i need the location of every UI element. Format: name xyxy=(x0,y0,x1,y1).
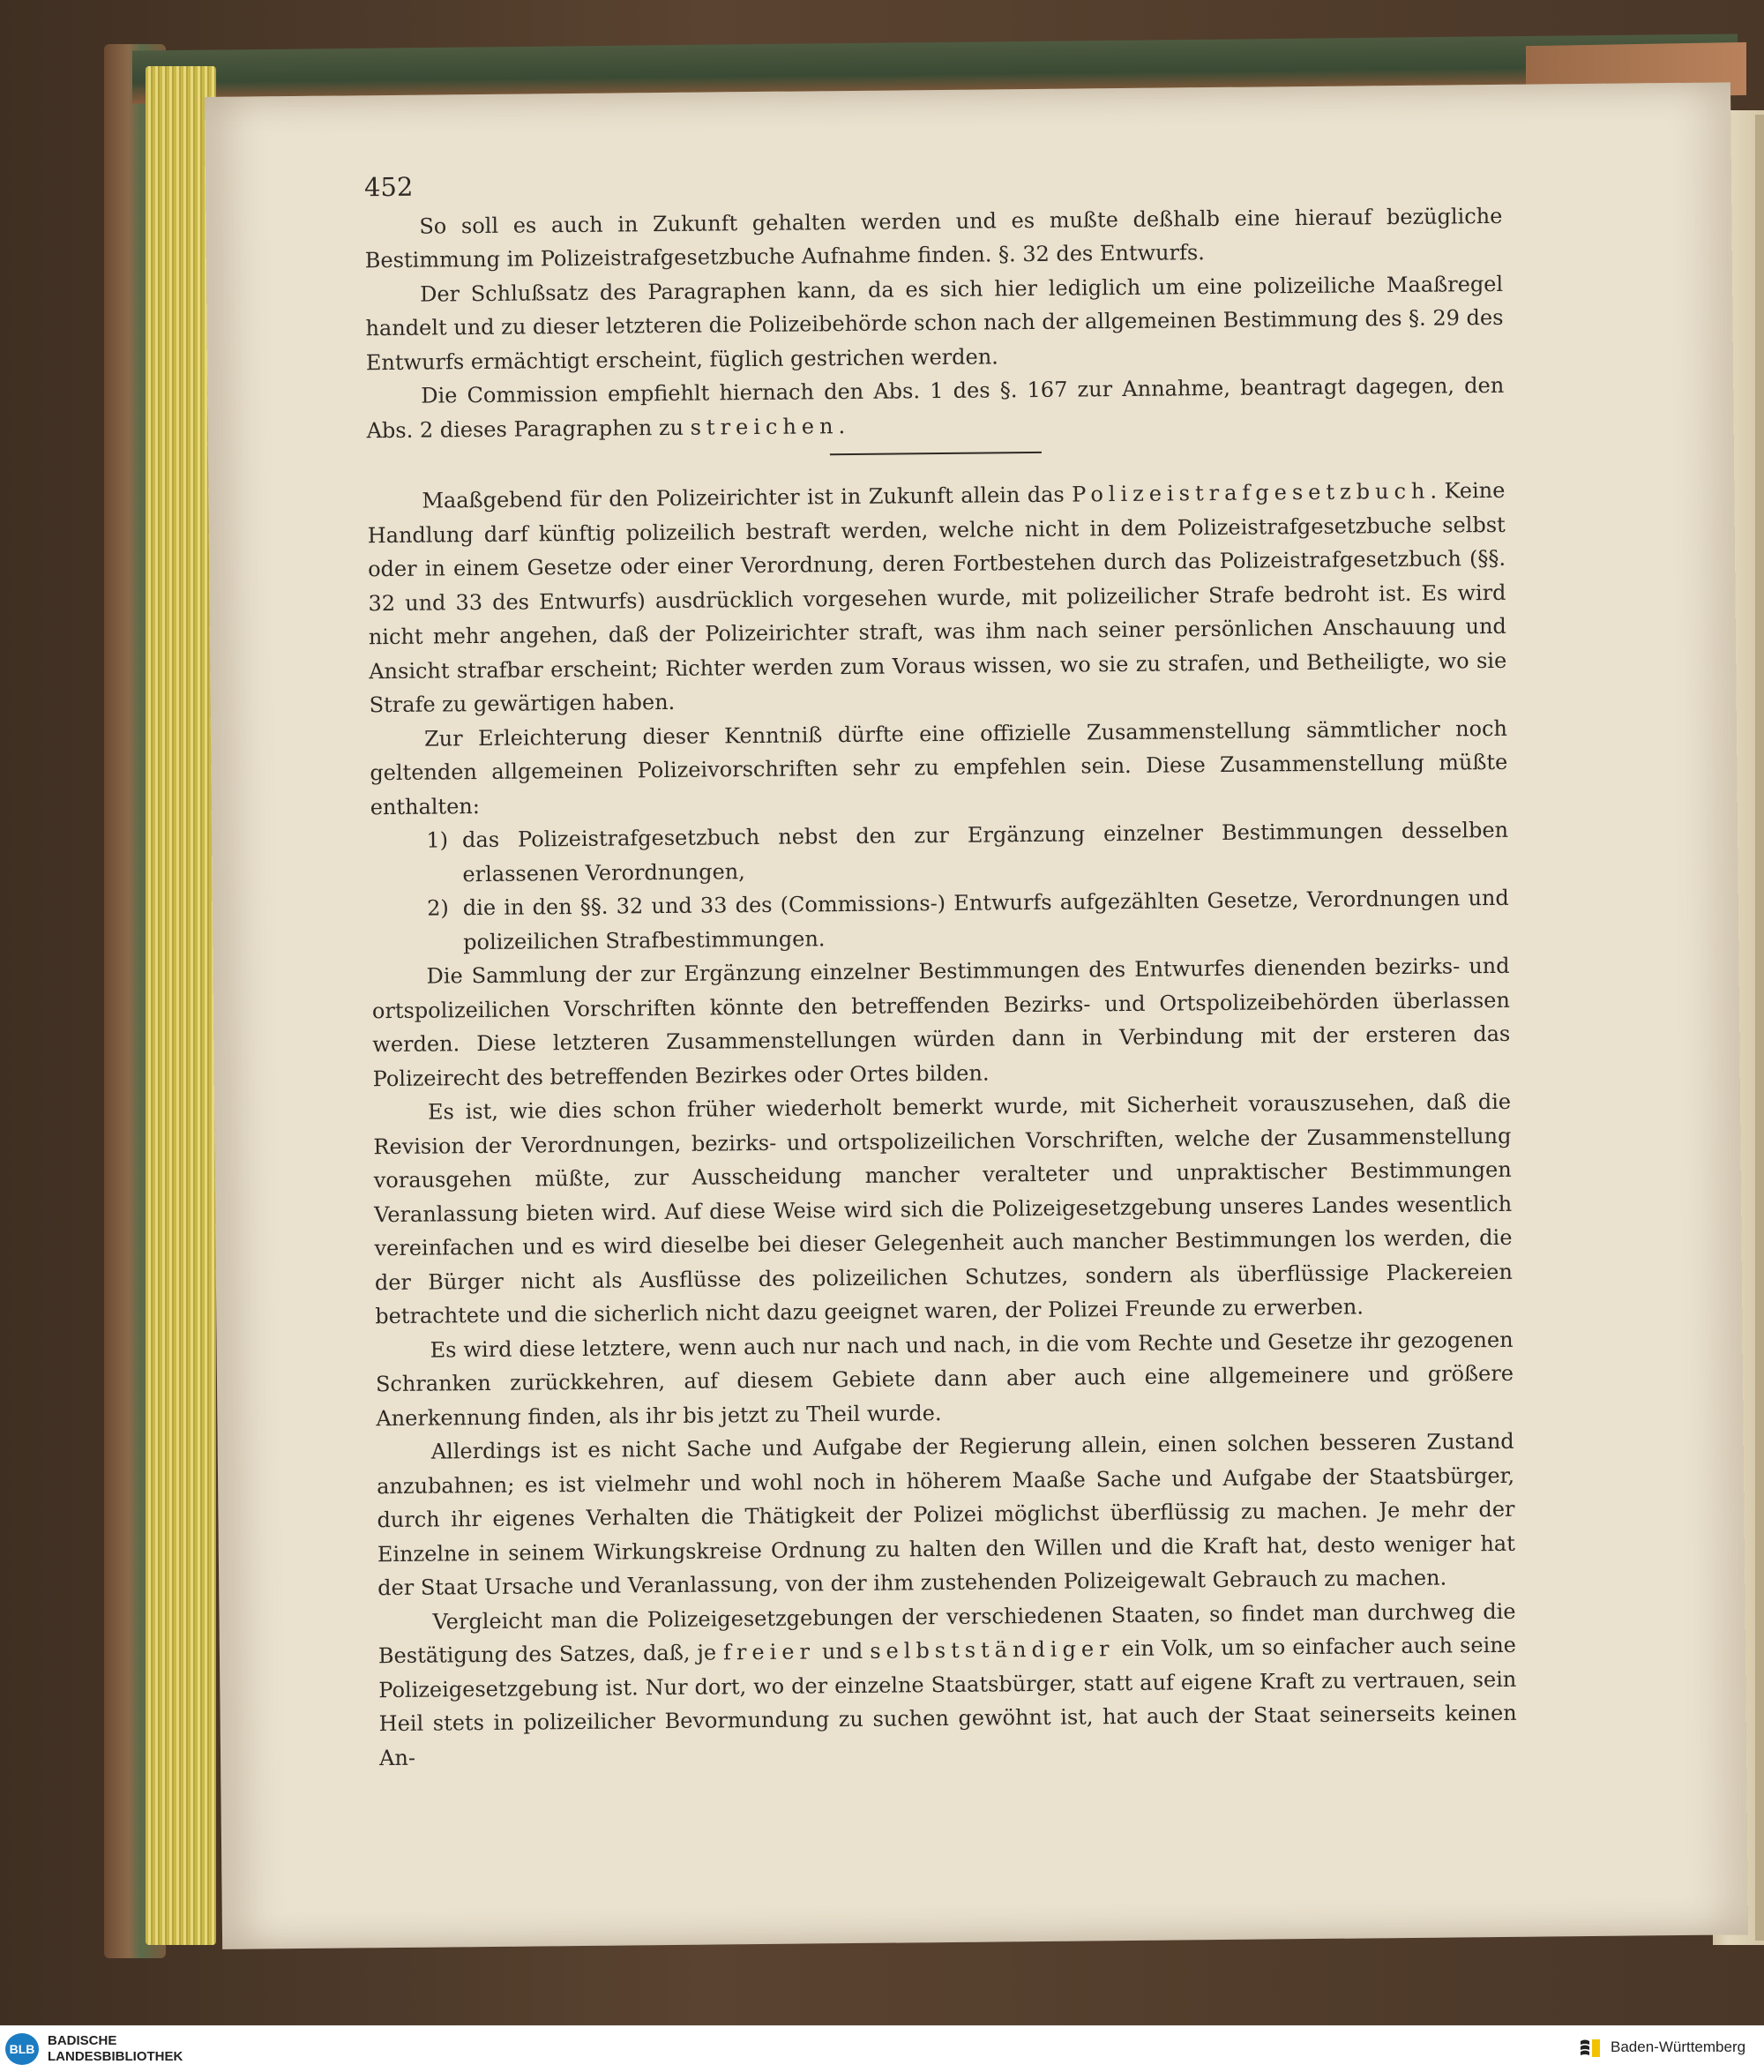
list-item xyxy=(371,881,1510,960)
page-text xyxy=(364,160,1517,1775)
state-name: Baden-Württemberg xyxy=(1611,2038,1746,2055)
page-edges xyxy=(146,66,216,1945)
list-text: die in den §§. 32 und 33 des (Commissions-) Entwurfs aufgezählten Gesetze, Verordnungen und polizeilichen Strafbestimmungen. xyxy=(462,885,1509,954)
spaced-word: streichen xyxy=(690,413,839,440)
book-page xyxy=(205,82,1748,1949)
lions-crest-icon xyxy=(1579,2037,1602,2060)
facing-page-shadow xyxy=(1755,115,1764,1941)
paragraph: So soll es auch in Zukunft gehalten werden und es mußte deßhalb eine hierauf bezügliche Bestimmung im Polizeistrafgesetzbuche Aufnahme finden. §. 32 des Entwurfs. xyxy=(364,203,1503,273)
paragraph: Die Sammlung der zur Ergänzung einzelner Bestimmungen des Entwurfes dienenden bezirks- und ortspolizeilichen Vorschriften könnte den betreffenden Bezirks- und Ortspolizeibehörden überlassen werden. Diese letzteren Zusammenstellungen würden dann in Verbindung mit der ersteren das Polizeirecht des betreffenden Bezirkes oder Ortes bilden. xyxy=(371,953,1511,1091)
library-name: BADISCHE LANDESBIBLIOTHEK xyxy=(48,2033,183,2064)
paragraph: Es ist, wie dies schon früher wiederholt bemerkt wurde, mit Sicherheit vorauszusehen, daß die Revision der Verordnungen, bezirks- und ortspolizeilichen Vorschriften, welche der Zusammenstellung vorausgehen müßte, zur Ausscheidung mancher veralteter und unpraktischer Bestimmungen Veranlassung bieten wird. Auf diese Weise wird sich die Polizeigesetzgebung unseres Landes wesentlich vereinfachen und es wird dieselbe bei dieser Gelegenheit auch mancher Bestimmungen los werden, die der Bürger nicht als Ausflüsse des polizeilichen Schutzes, sondern als überflüssige Plackereien betrachtete und die sicherlich nicht dazu geeignet waren, der Polizei Freunde zu erwerben. xyxy=(373,1088,1513,1329)
paragraph: Allerdings ist es nicht Sache und Aufgabe der Regierung allein, einen solchen besseren Zustand anzubahnen; es ist vielmehr und wohl noch in höherem Maaße Sache und Aufgabe der Staatsbürger, durch ihr eigenes Verhalten die Thätigkeit der Polizei möglichst überflüssig zu machen. Je mehr der Einzelne in seinem Wirkungskreise Ordnung zu halten den Willen und die Kraft hat, desto weniger hat der Staat Ursache und Veranlassung, von der ihm zustehenden Polizeigewalt Gebrauch zu machen. xyxy=(376,1428,1515,1601)
paragraph: Zur Erleichterung dieser Kenntniß dürfte eine offizielle Zusammenstellung sämmtlicher noch geltenden allgemeinen Polizeivorschriften sehr zu empfehlen sein. Diese Zusammenstellung müßte enthalten: xyxy=(370,715,1508,819)
paragraph: Es wird diese letztere, wenn auch nur nach und nach, in die vom Rechte und Gesetze ihr gezogenen Schranken zurückkehren, auf diesem Gebiete dann aber auch eine allgemeinere und größere Anerkennung finden, als ihr bis jetzt zu Theil wurde. xyxy=(375,1327,1514,1431)
spaced-word: freier xyxy=(722,1639,816,1665)
footer-bar xyxy=(0,2025,1764,2072)
list-text: das Polizeistrafgesetzbuch nebst den zur Ergänzung einzelner Bestimmungen desselben erlassenen Verordnungen, xyxy=(461,817,1509,886)
spaced-word: Polizeistrafgesetzbuch xyxy=(1072,478,1431,507)
list-item xyxy=(370,813,1509,892)
list-number: 1) xyxy=(426,827,449,853)
section-divider xyxy=(830,452,1042,455)
spaced-word: selbstständiger xyxy=(870,1636,1115,1664)
paragraph-polizeirichter: Maaßgebend für den Polizeirichter ist in Zukunft allein das Polizeistrafgesetzbuch. Keine Handlung darf künftig polizeilich bestraft werden, welche nicht in dem Polizeistrafgesetzbuche selbst oder in einem Gesetze oder einer Verordnung, deren Fortbestehen durch das Polizeistrafgesetzbuch (§§. 32 und 33 des Entwurfs) ausdrücklich vorgesehen wurde, mit polizeilicher Strafe bedroht ist. Es wird nicht mehr angehen, daß der Polizeirichter straft, was ihm nach seiner persönlichen Anschauung und Ansicht strafbar erscheint; Richter werden zum Voraus wissen, wo sie zu strafen, und Betheiligte, wo sie Strafe zu gewärtigen haben. xyxy=(367,477,1507,718)
blb-logo[interactable]: BLB xyxy=(5,2033,39,2065)
paragraph-last: Vergleicht man die Polizeigesetzgebungen der verschiedenen Staaten, so findet man durchweg die Bestätigung des Satzes, daß, je freier und selbstständiger ein Volk, um so einfacher auch seine Polizeigesetzgebung ist. Nur dort, wo der einzelne Staatsbürger, statt auf eigene Kraft zu vertrauen, sein Heil stets in polizeilicher Bevormundung zu suchen gewöhnt ist, hat auch der Staat seinerseits keinen An- xyxy=(377,1598,1517,1770)
list-number: 2) xyxy=(427,895,449,921)
paragraph: Der Schlußsatz des Paragraphen kann, da es sich hier lediglich um eine polizeiliche Maaßregel handelt und zu dieser letzteren die Polizeibehörde schon nach der allgemeinen Bestimmung des §. 29 des Entwurfs ermächtigt erscheint, füglich gestrichen werden. xyxy=(365,271,1504,375)
paragraph-commission: Die Commission empfiehlt hiernach den Abs. 1 des §. 167 zur Annahme, beantragt dagegen, den Abs. 2 dieses Paragraphen zu streichen. xyxy=(366,372,1505,443)
page-number: 452 xyxy=(363,171,414,203)
